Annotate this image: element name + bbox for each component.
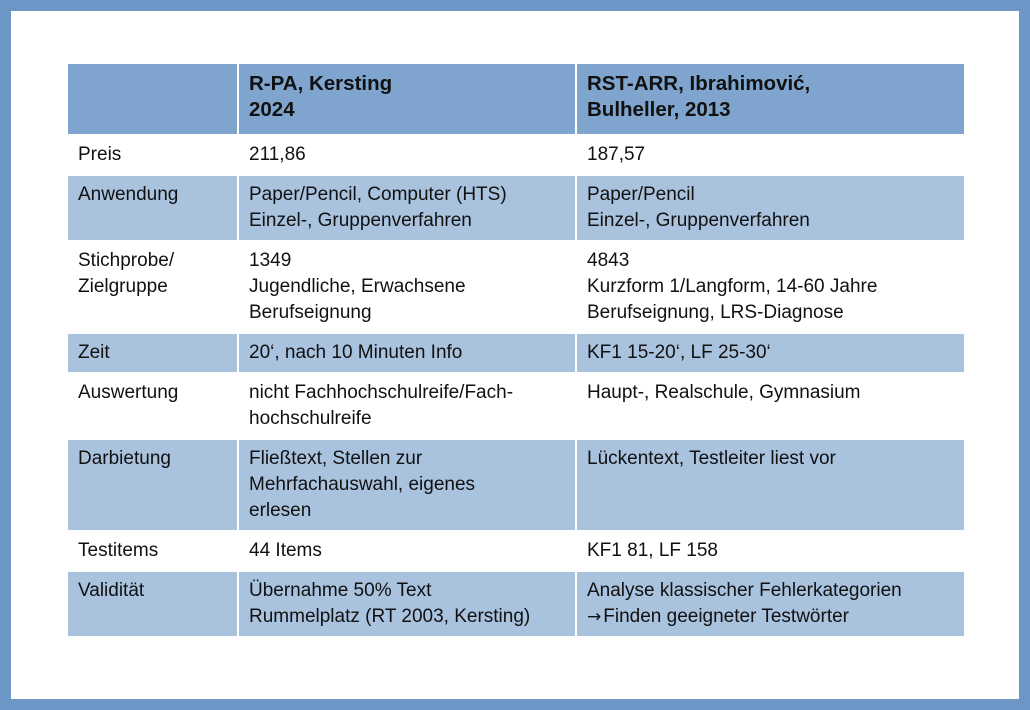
row-label: Preis [67, 135, 238, 175]
header-rpa [238, 63, 576, 135]
table-row [67, 571, 965, 637]
cell-line: Paper/Pencil [587, 184, 695, 205]
table-row [67, 175, 965, 241]
cell-line: Einzel-, Gruppenverfahren [249, 210, 472, 231]
row-label: Testitems [67, 531, 238, 571]
cell-rpa [238, 333, 576, 373]
cell-rpa [238, 439, 576, 531]
cell-line: 211,86 [249, 144, 306, 165]
cell-rst [576, 571, 965, 637]
header-rst-arr-line: Bulheller, 2013 [587, 98, 731, 121]
cell-line: 44 Items [249, 540, 322, 561]
cell-line: Übernahme 50% Text [249, 580, 432, 601]
cell-line: KF1 81, LF 158 [587, 540, 718, 561]
row-label: Darbietung [67, 439, 238, 531]
cell-line-with-arrow [587, 604, 954, 630]
cell-rst [576, 333, 965, 373]
cell-line: Finden geeigneter Testwörter [603, 606, 849, 627]
cell-line: nicht Fachhochschulreife/Fach- [249, 382, 514, 403]
cell-line: Fließtext, Stellen zur [249, 448, 423, 469]
table-row [67, 135, 965, 175]
cell-rst [576, 241, 965, 333]
cell-line: Haupt-, Realschule, Gymnasium [587, 382, 861, 403]
table-row [67, 439, 965, 531]
cell-line: 20‘, nach 10 Minuten Info [249, 342, 463, 363]
cell-line: 4843 [587, 250, 630, 271]
cell-line: Jugendliche, Erwachsene [249, 276, 466, 297]
cell-line: Einzel-, Gruppenverfahren [587, 210, 810, 231]
row-label-line: Zielgruppe [78, 276, 168, 297]
cell-line: Berufseignung [249, 302, 372, 323]
right-arrow-icon: → [587, 607, 602, 627]
header-rst-arr-line: RST-ARR, Ibrahimović, [587, 72, 811, 95]
cell-rpa [238, 531, 576, 571]
cell-line: hochschulreife [249, 408, 372, 429]
row-label: Validität [67, 571, 238, 637]
cell-rst [576, 175, 965, 241]
cell-rst [576, 135, 965, 175]
cell-rst [576, 531, 965, 571]
table-row [67, 373, 965, 439]
cell-rst [576, 439, 965, 531]
table-row [67, 333, 965, 373]
cell-rpa [238, 175, 576, 241]
row-label: Anwendung [67, 175, 238, 241]
cell-line: Rummelplatz (RT 2003, Kersting) [249, 606, 531, 627]
cell-line: erlesen [249, 500, 312, 521]
cell-line: Paper/Pencil, Computer (HTS) [249, 184, 507, 205]
cell-line: Kurzform 1/Langform, 14-60 Jahre [587, 276, 878, 297]
cell-line: Mehrfachauswahl, eigenes [249, 474, 476, 495]
cell-line: Analyse klassischer Fehlerkategorien [587, 580, 902, 601]
cell-line: Lückentext, Testleiter liest vor [587, 448, 836, 469]
header-rpa-line: R-PA, Kersting [249, 72, 393, 95]
cell-rpa [238, 571, 576, 637]
cell-line: KF1 15-20‘, LF 25-30‘ [587, 342, 771, 363]
table-header-row [67, 63, 965, 135]
header-rpa-line: 2024 [249, 98, 295, 121]
cell-line: Berufseignung, LRS-Diagnose [587, 302, 844, 323]
table-row [67, 531, 965, 571]
cell-rpa [238, 241, 576, 333]
row-label-line: Stichprobe/ [78, 250, 175, 271]
header-rst-arr [576, 63, 965, 135]
table-row [67, 241, 965, 333]
comparison-table [66, 62, 966, 638]
cell-line: 1349 [249, 250, 292, 271]
cell-rpa [238, 373, 576, 439]
row-label: Zeit [67, 333, 238, 373]
cell-rst [576, 373, 965, 439]
cell-rpa [238, 135, 576, 175]
row-label: Auswertung [67, 373, 238, 439]
cell-line: 187,57 [587, 144, 646, 165]
row-label [67, 241, 238, 333]
header-empty-cell [67, 63, 238, 135]
